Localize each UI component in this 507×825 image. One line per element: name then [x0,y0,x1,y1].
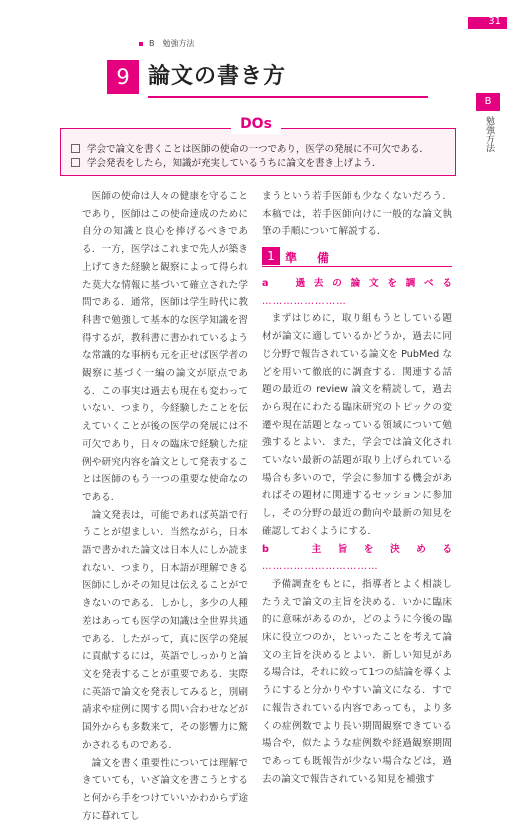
left-column [82,188,248,825]
section-label [139,38,195,49]
paragraph: 予備調査をもとに，指導者とよく相談したうえで論文の主旨を決める．いかに臨床的に意味があるのか，どのように今後の臨床に役立つのか，といったことを考えて論文の主旨を決めるとよい．新しい知見がある場合は，それに絞って1つの結論を導くようにすると分かりやすい論文になる．すでに報告されている内容であっても，より多くの症例数でより長い期間観察できている場合や，似たような症例数や経過観察期間であっても既報告が少ない場合などは，過去の論文で報告されている知見を補強す [262,576,452,788]
paragraph: まうという若手医師も少なくないだろう．本稿では，若手医師向けに一般的な論文執筆の手順について解説する． [262,188,452,241]
heading-underline [262,266,452,267]
paragraph: 医師の使命は人々の健康を守ることであり，医師はこの使命達成のために自分の知識と良心を捧げるべきである．一方，医学はこれまで先人が築き上げてきた経験と観察によって得られた莫大な情報に基づいて確立された学問である．通常，医師は学生時代に教科書で勉強して基本的な医学知識を習得するが，教科書に書かれているような常識的な事柄も元を正せば医学者の観察に基づく一編の論文が原点である．この事実は過去も現在も変わっていない．つまり，今経験したことを伝えていくことが後の医学の発展には不可欠であり，日々の臨床で経験した症例や研究内容を論文として発表することは医師のもう一つの重要な使命なのである． [82,188,248,507]
subheading-b [262,541,452,576]
subheading-b-text: b 主旨を決める [262,544,452,555]
section-label-text: B 勉強方法 [149,39,195,48]
checkbox-icon [71,158,80,167]
bullet-icon [139,42,143,46]
right-column-body [262,275,452,788]
section-number: 1 [262,247,280,265]
side-label: 勉強方法 [480,116,496,152]
side-tab: B [476,93,500,111]
section-heading [262,247,452,265]
page-number: 31 [488,16,501,27]
dos-item [71,141,429,155]
title-underline [148,96,428,98]
paragraph: まずはじめに，取り組もうとしている題材が論文に適しているかどうか，過去に同じ分野で報告されている論文を PubMed などを用いて徹底的に調査する．関連する話題の最近の review 論文を精読して，過去から現在にわたる臨床研究のトピックの変遷や現在話題となっている領域について勉強するとよい．また，学会では論文化されていない最新の話題が取り上げられている場合も多いので，学会に参加する機会があればその題材に関連するセッションに参加し，その分野の最近の動向や最新の知見を確認しておくようにする． [262,310,452,540]
checkbox-icon [71,144,80,153]
dos-item [71,155,382,169]
right-column-intro [262,188,452,241]
paragraph: 論文発表は，可能であれば英語で行うことが望ましい．当然ながら，日本語で書かれた論文は日本人にしか読まれない．つまり，日本語が理解できる医師にしかその知見は伝えることができないのである．しかし，多少の人種差はあっても医学の知識は全世界共通である．したがって，真に医学の発展に貢献するには，英語でしっかりと論文を発表することが重要である．実際に英語で論文を発表してみると，別刷請求や症例に関する問い合わせなどが国外からも多数来て，その影響力に驚かされるものである． [82,507,248,755]
dos-item-text: 学会発表をしたら，知識が充実しているうちに論文を書き上げよう． [87,158,382,169]
dos-box [60,128,456,176]
section-title: 準 備 [285,249,333,267]
leader-dots: …………………… [262,296,347,307]
page-number-tab [468,17,507,29]
chapter-title: 論文の書き方 [148,60,286,94]
paragraph: 論文を書く重要性については理解できていても，いざ論文を書こうとすると何から手をつけていいかわからず途方に暮れてし [82,755,248,825]
subheading-a-text: a 過去の論文を調べる [262,278,452,289]
chapter-number: 9 [107,60,139,94]
dos-label: DOs [231,114,281,134]
subheading-a [262,275,452,310]
dos-item-text: 学会で論文を書くことは医師の使命の一つであり，医学の発展に不可欠である． [87,144,429,155]
leader-dots: …………………………… [262,561,379,572]
